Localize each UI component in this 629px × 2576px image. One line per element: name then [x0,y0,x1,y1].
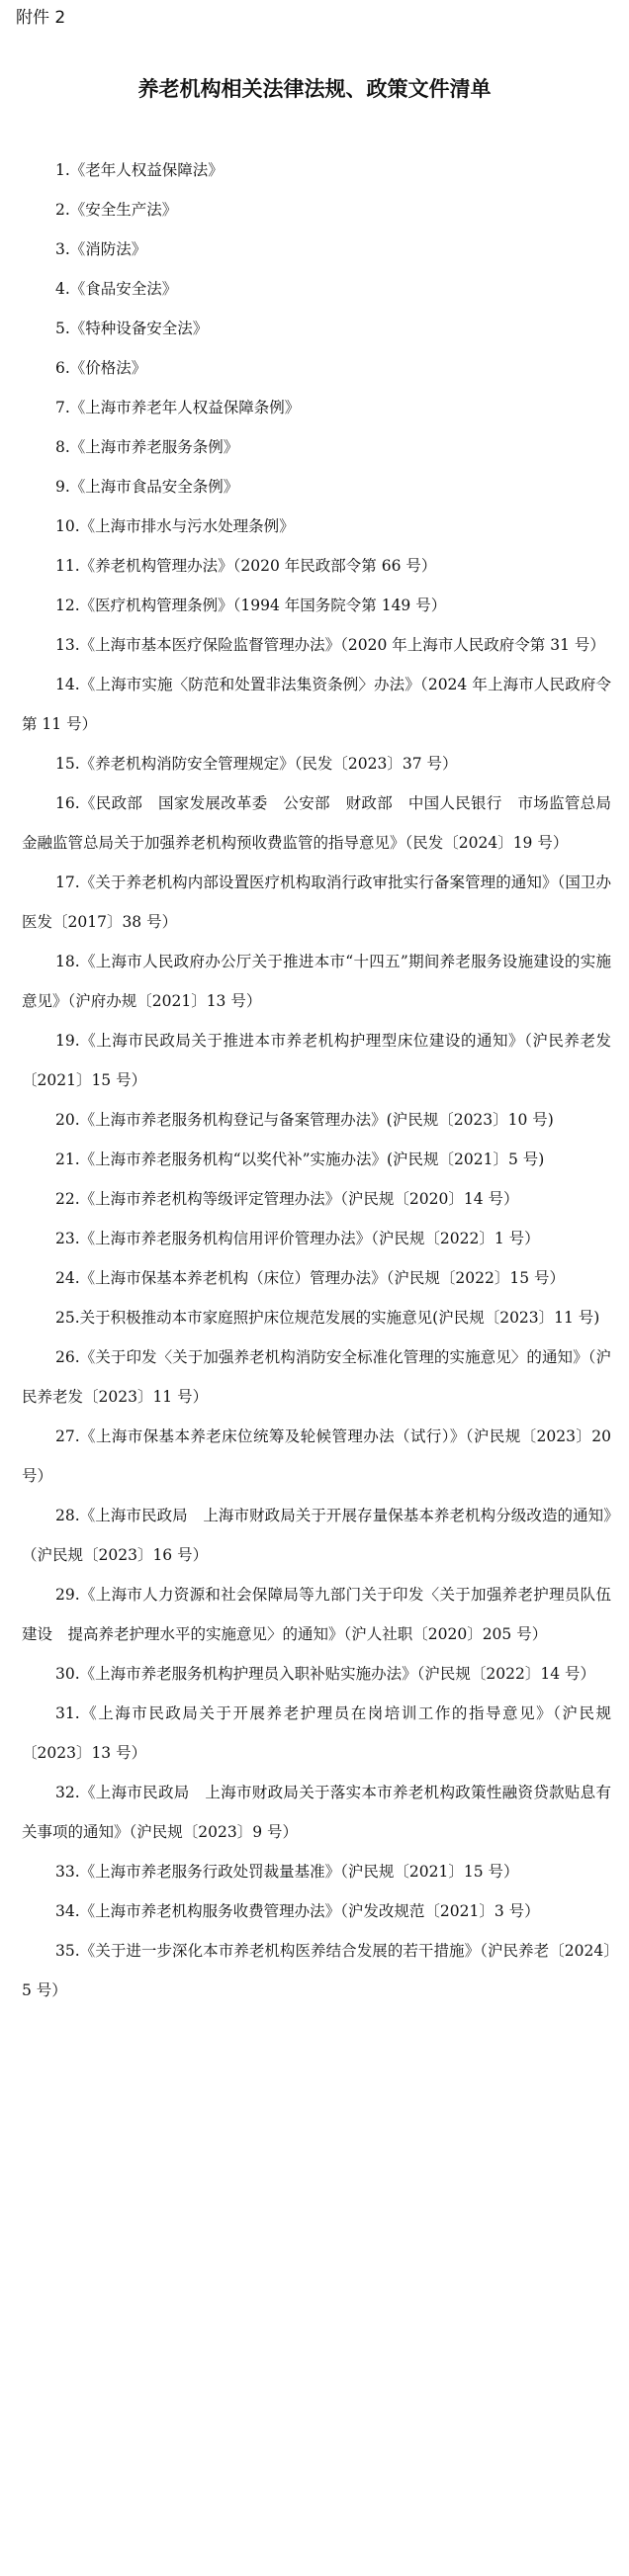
list-item-number: 29. [55,1586,80,1604]
list-item-text: 《上海市食品安全条例》 [69,478,239,496]
list-item-text: 《上海市养老服务机构护理员入职补贴实施办法》（沪民规〔2022〕14 号） [79,1665,596,1683]
list-item [22,665,611,744]
list-item [22,625,611,665]
list-item [22,230,611,269]
list-item-number: 4. [55,280,70,298]
list-item-text: 《上海市人力资源和社会保障局等九部门关于印发〈关于加强养老护理员队伍建设 提高养老护理水平的实施意见〉的通知》（沪人社职〔2020〕205 号） [22,1586,611,1643]
list-item [22,863,611,942]
list-item-text: 《特种设备安全法》 [69,320,209,337]
list-item-number: 1. [55,161,70,179]
list-item-text: 《关于养老机构内部设置医疗机构取消行政审批实行备案管理的通知》（国卫办医发〔2017〕38 号） [22,874,611,931]
list-item [22,1694,611,1773]
list-item [22,309,611,348]
list-item [22,467,611,506]
list-item-number: 10. [55,517,80,535]
list-item-number: 12. [55,597,80,614]
list-item-number: 27. [55,1427,80,1445]
list-item [22,1021,611,1100]
list-item [22,1298,611,1337]
list-item-text: 《价格法》 [69,359,147,377]
list-item [22,1891,611,1931]
list-item-number: 21. [55,1150,80,1168]
list-item-text: 《上海市人民政府办公厅关于推进本市“十四五”期间养老服务设施建设的实施意见》（沪府办规〔2021〕13 号） [22,953,611,1010]
list-item-text: 《上海市民政局 上海市财政局关于落实本市养老机构政策性融资贷款贴息有关事项的通知》（沪民规〔2023〕9 号） [22,1784,611,1841]
list-item-number: 9. [55,478,70,496]
list-item-number: 7. [55,399,70,416]
list-item-text: 《上海市养老服务机构“以奖代补”实施办法》(沪民规〔2021〕5 号) [79,1150,545,1168]
list-item-text: 《上海市养老机构等级评定管理办法》（沪民规〔2020〕14 号） [79,1190,519,1208]
list-item-text: 《安全生产法》 [69,201,178,219]
list-item-text: 《养老机构管理办法》（2020 年民政部令第 66 号） [79,557,437,575]
list-item [22,1258,611,1298]
list-item-text: 《上海市民政局关于开展养老护理员在岗培训工作的指导意见》（沪民规〔2023〕13 号） [22,1704,611,1762]
document-title: 养老机构相关法律法规、政策文件清单 [137,77,492,101]
list-item-text: 《上海市养老服务机构信用评价管理办法》（沪民规〔2022〕1 号） [79,1230,540,1247]
list-item [22,1575,611,1654]
list-item-number: 33. [55,1863,80,1881]
list-item-text: 《上海市基本医疗保险监督管理办法》（2020 年上海市人民政府令第 31 号） [79,636,605,654]
list-item-text: 《上海市实施〈防范和处置非法集资条例〉办法》（2024 年上海市人民政府令第 11 号） [22,676,611,733]
list-item [22,744,611,783]
list-item [22,1140,611,1179]
list-item [22,1100,611,1140]
list-item-number: 2. [55,201,70,219]
list-item [22,348,611,388]
list-item-text: 《上海市排水与污水处理条例》 [79,517,295,535]
list-item-number: 11. [55,557,80,575]
list-item-number: 5. [55,320,70,337]
list-item-text: 《上海市养老服务行政处罚裁量基准》（沪民规〔2021〕15 号） [79,1863,519,1881]
list-item-text: 《民政部 国家发展改革委 公安部 财政部 中国人民银行 市场监管总局 金融监管总局关于加强养老机构预收费监管的指导意见》（民发〔2024〕19 号） [22,794,627,852]
list-item [22,1496,611,1575]
list-item-number: 13. [55,636,80,654]
list-item [22,1219,611,1258]
list-item-text: 《养老机构消防安全管理规定》（民发〔2023〕37 号） [79,755,458,773]
list-item [22,1773,611,1852]
list-item-number: 17. [55,874,80,891]
list-item [22,1931,611,2010]
list-item-text: 《上海市养老服务机构登记与备案管理办法》(沪民规〔2023〕10 号) [79,1111,554,1129]
list-item-text: 《医疗机构管理条例》（1994 年国务院令第 149 号） [79,597,447,614]
list-item [22,586,611,625]
list-item-number: 15. [55,755,80,773]
list-item [22,427,611,467]
list-item-text: 《上海市养老服务条例》 [69,438,239,456]
list-item-text: 《上海市保基本养老床位统筹及轮候管理办法（试行）》（沪民规〔2023〕20 号） [22,1427,611,1485]
list-item-number: 32. [55,1784,80,1801]
list-item-text: 《老年人权益保障法》 [69,161,224,179]
list-item [22,1852,611,1891]
list-item-number: 30. [55,1665,80,1683]
list-item-number: 24. [55,1269,80,1287]
list-item-number: 16. [55,794,80,812]
list-item-number: 22. [55,1190,80,1208]
list-item-text: 《关于进一步深化本市养老机构医养结合发展的若干措施》（沪民养老〔2024〕5 号） [22,1942,611,1999]
list-item-text: 《食品安全法》 [69,280,178,298]
list-item-number: 35. [55,1942,80,1960]
list-item [22,1337,611,1417]
list-item-text: 《上海市养老机构服务收费管理办法》（沪发改规范〔2021〕3 号） [79,1902,540,1920]
list-item-number: 18. [55,953,80,970]
list-item-number: 31. [55,1704,80,1722]
list-item-text: 《上海市民政局 上海市财政局关于开展存量保基本养老机构分级改造的通知》（沪民规〔2023〕16 号） [22,1507,611,1564]
list-item [22,546,611,586]
list-item-number: 19. [55,1032,80,1050]
list-item [22,942,611,1021]
list-item-text: 《上海市保基本养老机构（床位）管理办法》（沪民规〔2022〕15 号） [79,1269,566,1287]
list-item-number: 14. [55,676,80,693]
list-item [22,1179,611,1219]
list-item-number: 34. [55,1902,80,1920]
list-item-number: 28. [55,1507,80,1524]
list-item-text: 关于积极推动本市家庭照护床位规范发展的实施意见(沪民规〔2023〕11 号) [79,1309,600,1327]
list-item-number: 6. [55,359,70,377]
list-item-text: 《消防法》 [69,240,147,258]
list-item-number: 25. [55,1309,80,1327]
list-item [22,1417,611,1496]
list-item [22,150,611,190]
list-item [22,388,611,427]
list-item-number: 23. [55,1230,80,1247]
regulation-list [22,150,627,2010]
list-item [22,1654,611,1694]
list-item-number: 26. [55,1348,80,1366]
list-item-number: 8. [55,438,70,456]
list-item [22,190,611,230]
list-item [22,506,611,546]
list-item-text: 《上海市民政局关于推进本市养老机构护理型床位建设的通知》（沪民养老发〔2021〕15 号） [22,1032,611,1089]
list-item-number: 3. [55,240,70,258]
list-item-text: 《关于印发〈关于加强养老机构消防安全标准化管理的实施意见〉的通知》（沪民养老发〔2023〕11 号） [22,1348,611,1406]
list-item-text: 《上海市养老年人权益保障条例》 [69,399,301,416]
list-item [22,783,627,863]
list-item-number: 20. [55,1111,80,1129]
list-item [22,269,611,309]
attachment-label: 附件 2 [16,8,66,28]
